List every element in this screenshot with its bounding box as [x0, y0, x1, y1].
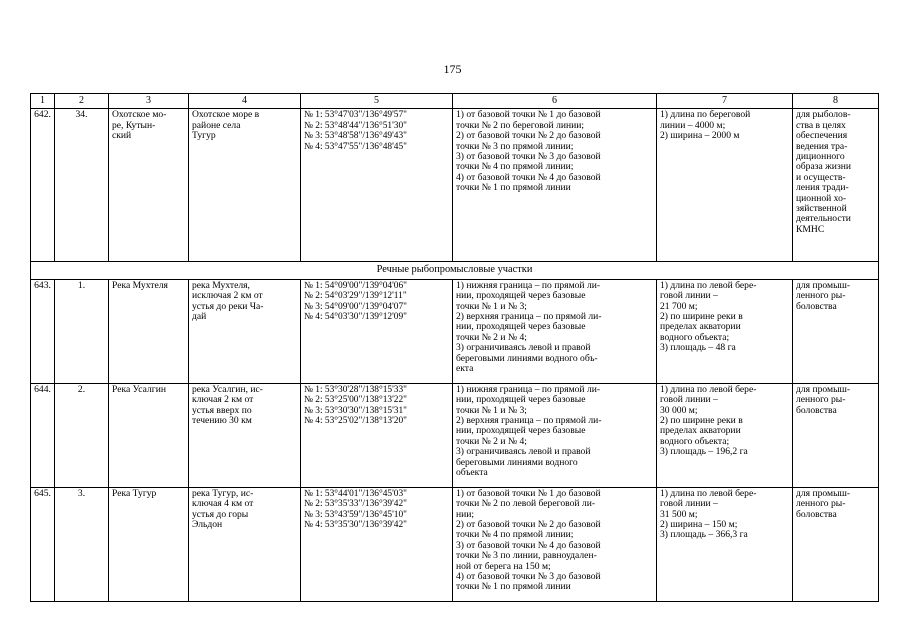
dimensions: 1) длина по левой бере- говой линии – 21 700 м; 2) по ширине реки в пределах акватории водного объекта; 3) площадь – 48 га: [657, 279, 793, 383]
sub-number: 1.: [55, 279, 109, 383]
purpose: для промыш- ленного ры- боловства: [793, 279, 879, 383]
sub-number: 2.: [55, 383, 109, 487]
area-name: Река Мухтеля: [109, 279, 189, 383]
table-row: [31, 383, 879, 487]
row-number: 642.: [31, 109, 55, 262]
column-header: 7: [657, 94, 793, 109]
column-header: 5: [301, 94, 453, 109]
boundaries: 1) от базовой точки № 1 до базовой точки № 2 по береговой линии; 2) от базовой точки № 2 до базовой точки № 3 по прямой линии; 3) от базовой точки № 3 до базовой точки № 4 по прямой линии; 4) от базовой точки № 4 до базовой точки № 1 по прямой линии: [453, 109, 657, 262]
dimensions: 1) длина по левой бере- говой линии – 31 500 м; 2) ширина – 150 м; 3) площадь – 366,3 га: [657, 487, 793, 601]
header-row: [31, 94, 879, 109]
section-title: Речные рыбопромысловые участки: [31, 262, 879, 279]
column-header: 6: [453, 94, 657, 109]
area-location: Охотское море в районе села Тугур: [189, 109, 301, 262]
boundaries: 1) нижняя граница – по прямой ли- нии, проходящей через базовые точки № 1 и № 3; 2) верхняя граница – по прямой ли- нии, проходящей через базовые точки № 2 и № 4; 3) ограничиваясь левой и правой береговыми линиями водного объ- екта: [453, 279, 657, 383]
boundaries: 1) нижняя граница – по прямой ли- нии, проходящей через базовые точки № 1 и № 3; 2) верхняя граница – по прямой ли- нии, проходящей через базовые точки № 2 и № 4; 3) ограничиваясь левой и правой береговыми линиями водного объекта: [453, 383, 657, 487]
table-row: [31, 109, 879, 262]
row-number: 643.: [31, 279, 55, 383]
dimensions: 1) длина по левой бере- говой линии – 30 000 м; 2) по ширине реки в пределах акватории водного объекта; 3) площадь – 196,2 га: [657, 383, 793, 487]
coordinates: № 1: 53°30'28"/138°15'33" № 2: 53°25'00"/138°13'22" № 3: 53°30'30"/138°15'31" № 4: 53°25'02"/138°13'20": [301, 383, 453, 487]
boundaries: 1) от базовой точки № 1 до базовой точки № 2 по левой береговой ли- нии; 2) от базовой точки № 2 до базовой точки № 4 по прямой линии; 3) от базовой точки № 4 до базовой точки № 3 по линии, равноудален- ной от берега на 150 м; 4) от базовой точки № 3 до базовой точки № 1 по прямой линии: [453, 487, 657, 601]
table-row: [31, 279, 879, 383]
dimensions: 1) длина по береговой линии – 4000 м; 2) ширина – 2000 м: [657, 109, 793, 262]
section-row: [31, 262, 879, 279]
fishing-areas-table: [30, 93, 879, 602]
column-header: 4: [189, 94, 301, 109]
row-number: 645.: [31, 487, 55, 601]
purpose: для рыболов- ства в целях обеспечения ведения тра- диционного образа жизни и осуществ- ления тради- ционной хо- зяйственной деятельности КМНС: [793, 109, 879, 262]
row-number: 644.: [31, 383, 55, 487]
coordinates: № 1: 54°09'00"/139°04'06" № 2: 54°03'29"/139°12'11" № 3: 54°09'00"/139°04'07" № 4: 54°03'30"/139°12'09": [301, 279, 453, 383]
purpose: для промыш- ленного ры- боловства: [793, 383, 879, 487]
area-location: река Усалгин, ис- ключая 2 км от устья вверх по течению 30 км: [189, 383, 301, 487]
sub-number: 3.: [55, 487, 109, 601]
column-header: 1: [31, 94, 55, 109]
column-header: 2: [55, 94, 109, 109]
table-row: [31, 487, 879, 601]
page-number: 175: [443, 62, 462, 76]
coordinates: № 1: 53°44'01"/136°45'03" № 2: 53°35'33"/136°39'42" № 3: 53°43'59"/136°45'10" № 4: 53°35'30"/136°39'42": [301, 487, 453, 601]
column-header: 3: [109, 94, 189, 109]
column-header: 8: [793, 94, 879, 109]
area-name: Охотское мо- ре, Кутын- ский: [109, 109, 189, 262]
purpose: для промыш- ленного ры- боловства: [793, 487, 879, 601]
coordinates: № 1: 53°47'03"/136°49'57" № 2: 53°48'44"/136°51'30" № 3: 53°48'58"/136°49'43" № 4: 53°47'55"/136°48'45": [301, 109, 453, 262]
sub-number: 34.: [55, 109, 109, 262]
area-location: река Мухтеля, исключая 2 км от устья до реки Ча- дай: [189, 279, 301, 383]
area-location: река Тугур, ис- ключая 4 км от устья до горы Эльдон: [189, 487, 301, 601]
area-name: Река Усалгин: [109, 383, 189, 487]
area-name: Река Тугур: [109, 487, 189, 601]
